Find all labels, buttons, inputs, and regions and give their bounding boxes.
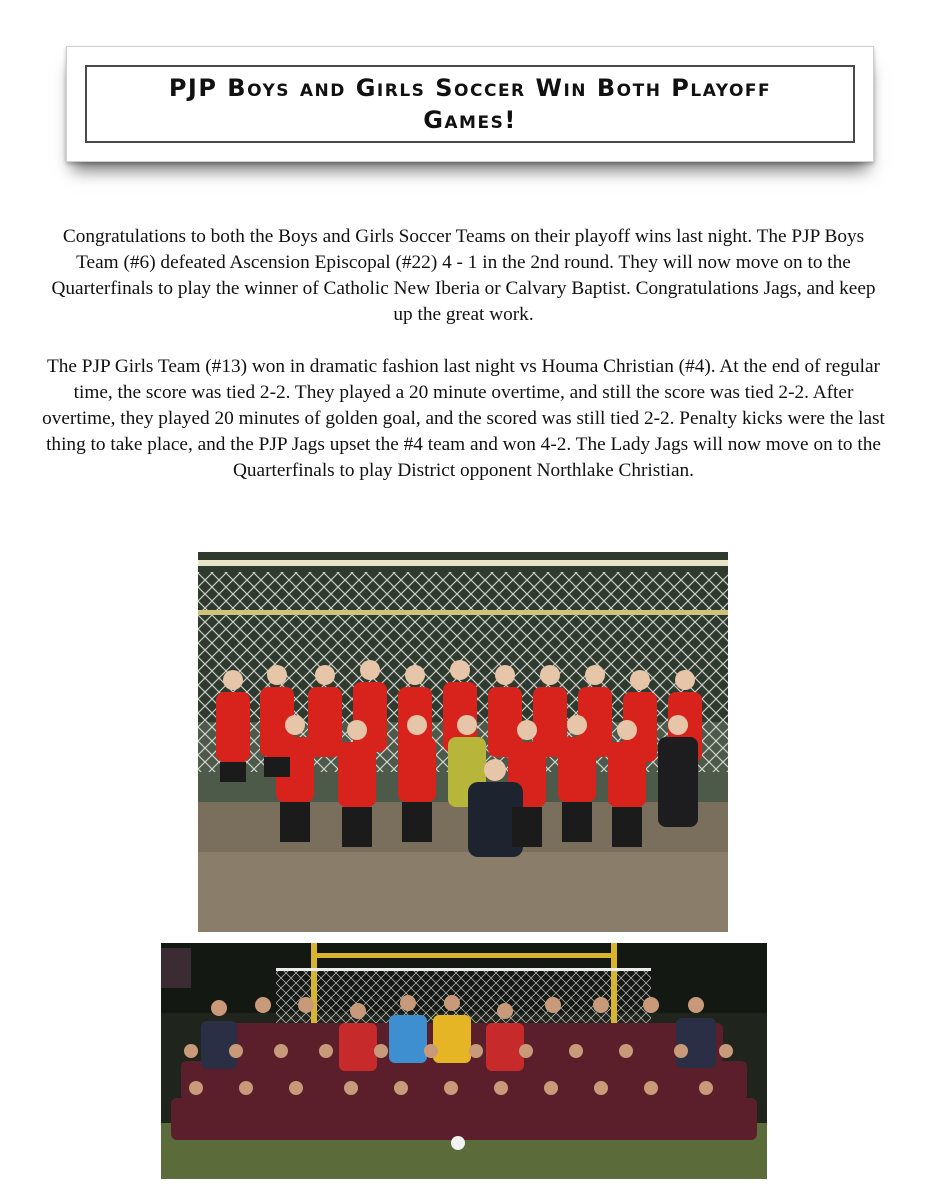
title-border bbox=[85, 65, 855, 143]
boys-team-photo bbox=[161, 943, 767, 1179]
page-title: PJP Boys and Girls Soccer Win Both Playoff Games! bbox=[168, 74, 772, 134]
girls-team-photo bbox=[198, 552, 728, 932]
paragraph-boys: Congratulations to both the Boys and Girls Soccer Teams on their playoff wins last night. The PJP Boys Team (#6) defeated Ascension Episcopal (#22) 4 - 1 in the 2nd round. They will now move on to the Quarterfinals to play the winner of Catholic New Iberia or Calvary Baptist. Congratulations Jags, and keep up the great work. bbox=[51, 226, 876, 325]
title-banner bbox=[66, 46, 874, 162]
paragraph-girls: The PJP Girls Team (#13) won in dramatic fashion last night vs Houma Christian (#4). At the end of regular time, the score was tied 2-2. They played a 20 minute overtime, and still the score was tied 2-2. After overtime, they played 20 minutes of golden goal, and the scored was still tied 2-2. Penalty kicks were the last thing to take place, and the PJP Jags upset the #4 team and won 4-2. The Lady Jags will now move on to the Quarterfinals to play District opponent Northlake Christian. bbox=[42, 356, 885, 481]
article-body bbox=[40, 224, 887, 510]
